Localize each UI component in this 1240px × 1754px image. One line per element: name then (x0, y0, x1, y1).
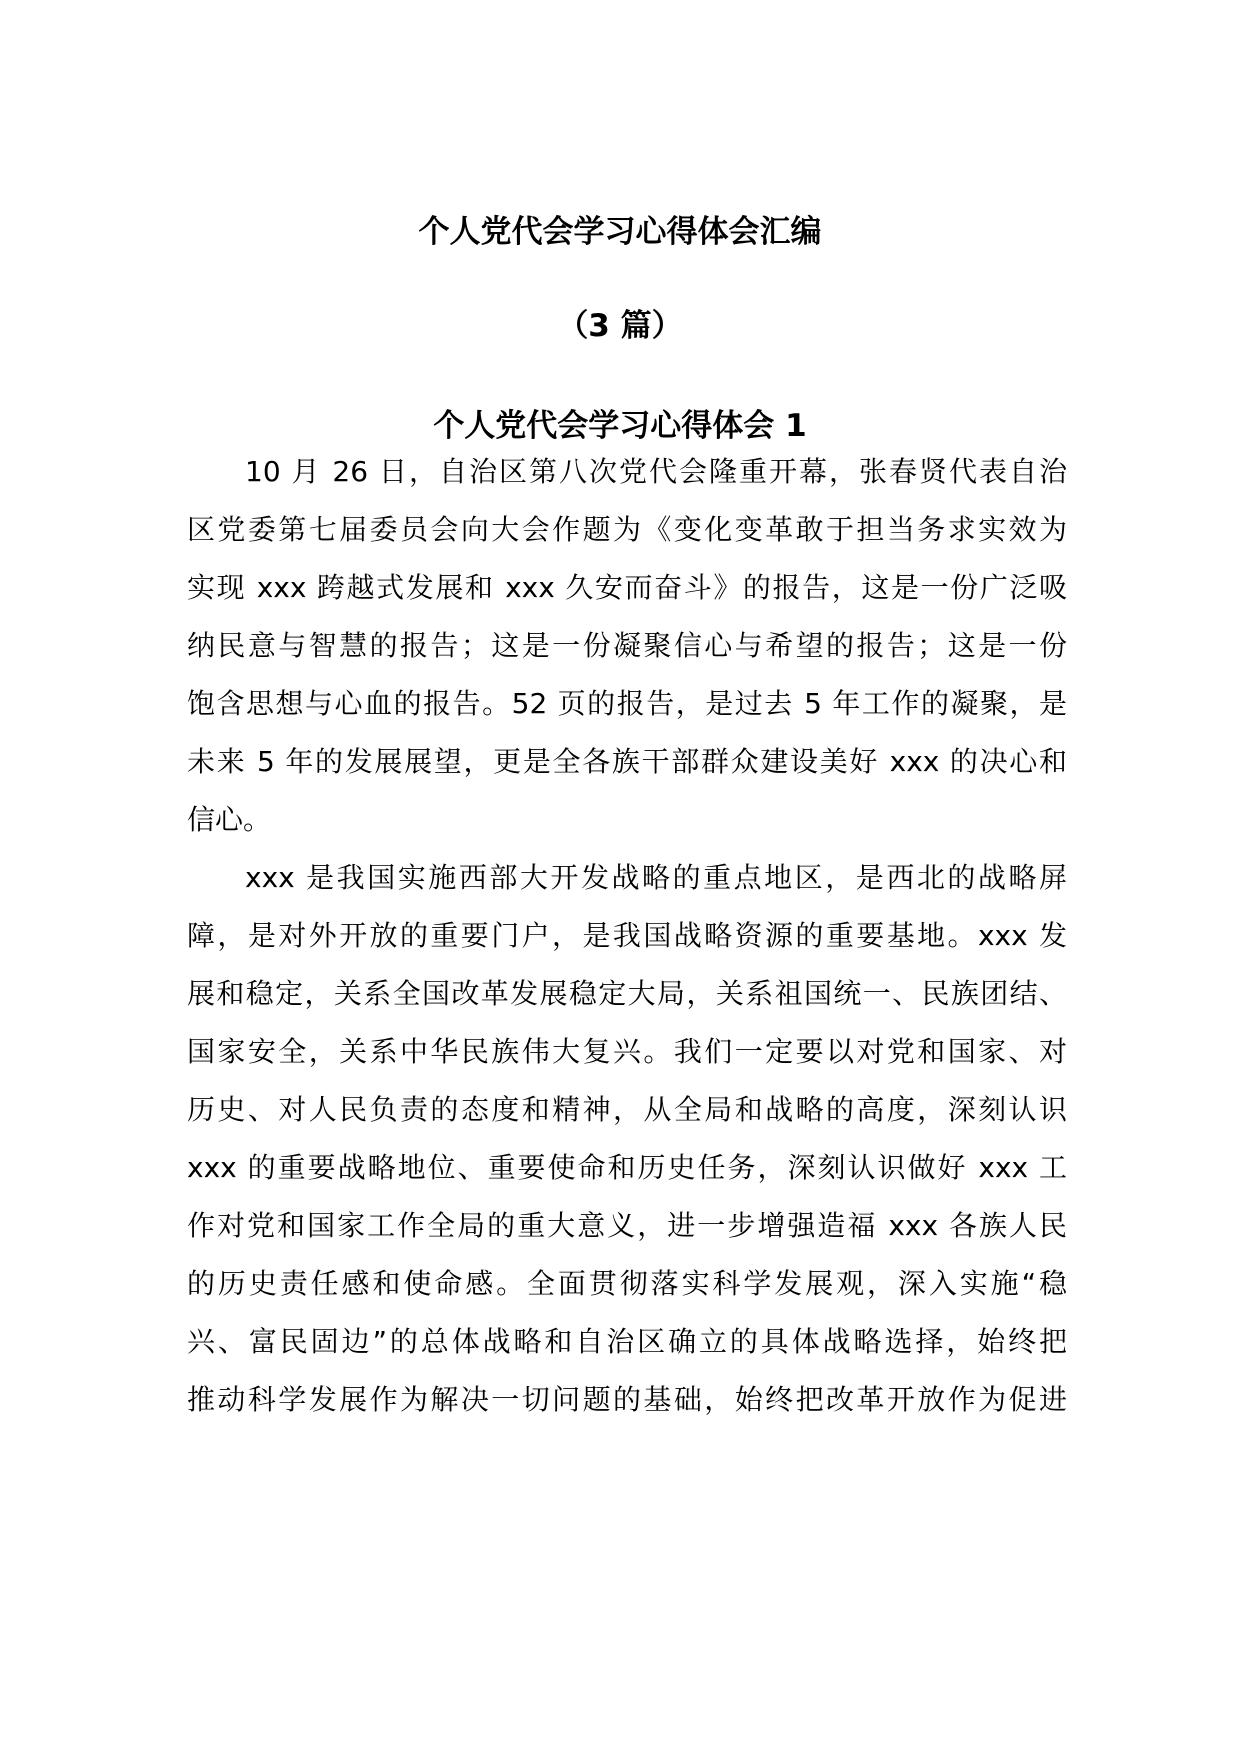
text-line: 国家安全，关系中华民族伟大复兴。我们一定要以对党和国家、对 (187, 1035, 1067, 1068)
document-subtitle: （3 篇） (557, 308, 683, 344)
text-line: 信心。 (187, 803, 272, 836)
text-line: 展和稳定，关系全国改革发展稳定大局，关系祖国统一、民族团结、 (187, 977, 1067, 1010)
text-line: 10 月 26 日，自治区第八次党代会隆重开幕，张春贤代表自治 (245, 455, 1067, 488)
text-line: 区党委第七届委员会向大会作题为《变化变革敢于担当务求实效为 (187, 513, 1067, 546)
text-line: xxx 的重要战略地位、重要使命和历史任务，深刻认识做好 xxx 工 (187, 1151, 1067, 1184)
text-line: 未来 5 年的发展展望，更是全各族干部群众建设美好 xxx 的决心和 (187, 745, 1067, 778)
text-line: xxx 是我国实施西部大开发战略的重点地区，是西北的战略屏 (245, 861, 1067, 894)
text-line: 历史、对人民负责的态度和精神，从全局和战略的高度，深刻认识 (187, 1093, 1067, 1126)
text-line: 纳民意与智慧的报告；这是一份凝聚信心与希望的报告；这是一份 (187, 629, 1067, 662)
text-line: 的历史责任感和使命感。全面贯彻落实科学发展观，深入实施“稳 (187, 1267, 1067, 1300)
text-line: 兴、富民固边”的总体战略和自治区确立的具体战略选择，始终把 (187, 1325, 1067, 1358)
text-line: 障，是对外开放的重要门户，是我国战略资源的重要基地。xxx 发 (187, 919, 1067, 952)
text-line: 实现 xxx 跨越式发展和 xxx 久安而奋斗》的报告，这是一份广泛吸 (187, 571, 1067, 604)
text-line: 饱含思想与心血的报告。52 页的报告，是过去 5 年工作的凝聚，是 (187, 687, 1067, 720)
section-heading: 个人党代会学习心得体会 1 (433, 408, 807, 444)
document-title: 个人党代会学习心得体会汇编 (418, 214, 822, 250)
text-line: 推动科学发展作为解决一切问题的基础，始终把改革开放作为促进 (187, 1383, 1067, 1416)
text-line: 作对党和国家工作全局的重大意义，进一步增强造福 xxx 各族人民 (187, 1209, 1067, 1242)
